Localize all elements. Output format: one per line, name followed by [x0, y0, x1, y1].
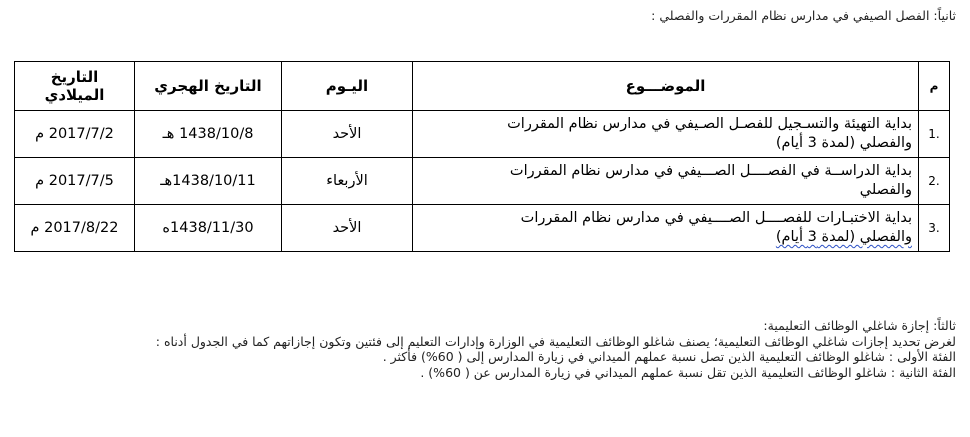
- row-greg: 2017/7/2 م: [15, 111, 135, 158]
- row-hijri: 1438/10/8 هـ: [135, 111, 282, 158]
- section3-intro: لغرض تحديد إجازات شاغلي الوظائف التعليمية؛ يصنف شاغلو الوظائف التعليمية في الوزارة وإدارات التعليم إلى فئتين وتكون إجازاتهم كما في الجدول أدناه :: [155, 333, 956, 349]
- header-hijri: التاريخ الهجري: [135, 62, 282, 111]
- table-row: [15, 111, 950, 158]
- row-subject: [413, 205, 919, 252]
- header-subject: الموضـــوع: [413, 62, 919, 111]
- row-subject: [413, 111, 919, 158]
- row-subject: [413, 158, 919, 205]
- header-greg: التاريخ الميلادي: [15, 62, 135, 111]
- summer-schedule-table: [14, 61, 950, 252]
- row-num: .3: [919, 205, 950, 252]
- row-day: الأحد: [282, 111, 413, 158]
- subject-line1: بداية الدراســة في الفصــــل الصـــيفي في مدارس نظام المقررات: [509, 163, 912, 179]
- row-day: الأربعاء: [282, 158, 413, 205]
- row-hijri: 1438/11/30ه: [135, 205, 282, 252]
- section3: [11, 318, 956, 380]
- row-hijri: 1438/10/11هـ: [135, 158, 282, 205]
- row-num: .1: [919, 111, 950, 158]
- row-greg: 2017/7/5 م: [15, 158, 135, 205]
- section2-heading: ثانياً: الفصل الصيفي في مدارس نظام المقررات والفصلي :: [651, 8, 956, 23]
- subject-line1: بداية الاختبـارات للفصــــل الصــــيفي في مدارس نظام المقررات: [520, 210, 912, 226]
- subject-line2: والفصلي (لمدة 3 أيام): [775, 229, 912, 245]
- section3-heading: ثالثاً: إجازة شاغلي الوظائف التعليمية:: [763, 318, 956, 333]
- subject-line2: والفصلي (لمدة 3 أيام): [775, 135, 912, 151]
- subject-line1: بداية التهيئة والتسـجيل للفصـل الصـيفي في مدارس نظام المقررات: [507, 116, 912, 132]
- header-num: م: [919, 62, 950, 111]
- row-greg: 2017/8/22 م: [15, 205, 135, 252]
- row-num: .2: [919, 158, 950, 205]
- table-row: [15, 205, 950, 252]
- header-day: اليـوم: [282, 62, 413, 111]
- category-1: الفئة الأولى : شاغلو الوظائف التعليمية الذين تصل نسبة عملهم الميداني في زيارة المدارس إلى ( 60%) فأكثر .: [382, 349, 956, 364]
- subject-line2: والفصلي: [859, 182, 912, 198]
- row-day: الأحد: [282, 205, 413, 252]
- category-2: الفئة الثانية : شاغلو الوظائف التعليمية الذين تقل نسبة عملهم الميداني في زيارة المدارس عن ( 60%) .: [420, 364, 956, 380]
- table-row: [15, 158, 950, 205]
- table-header-row: [15, 62, 950, 111]
